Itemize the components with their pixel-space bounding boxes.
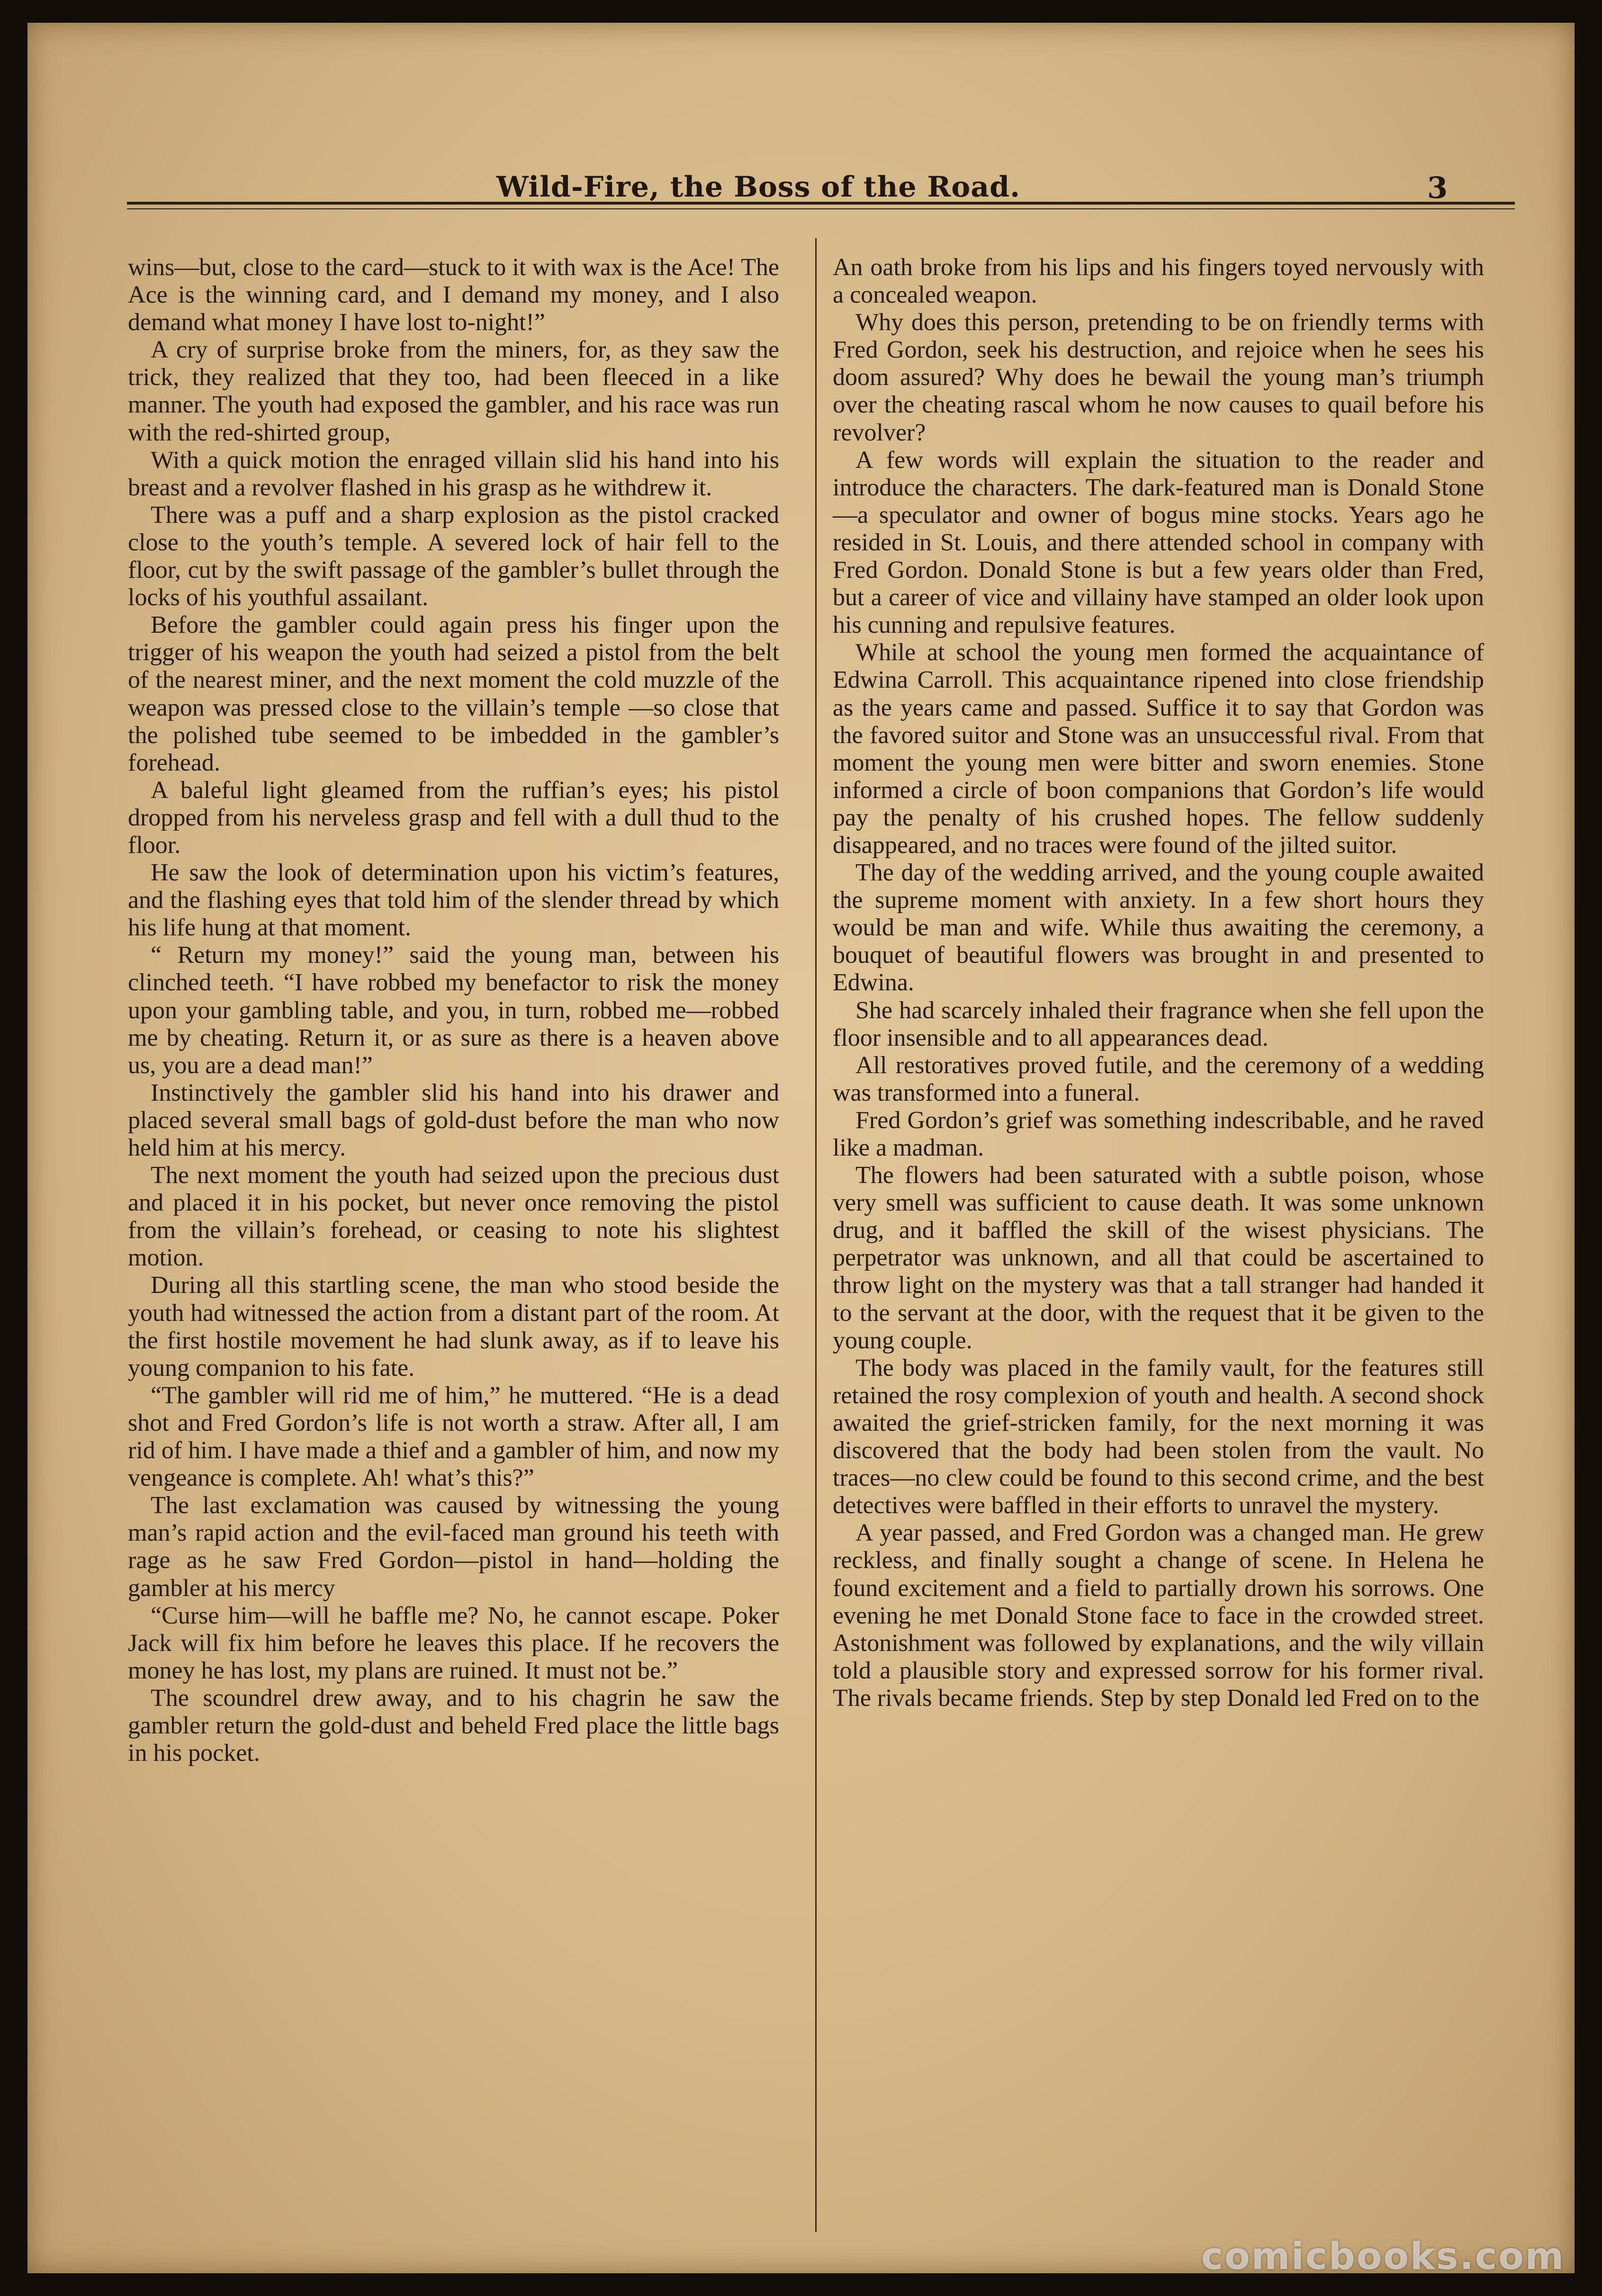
paragraph: She had scarcely inhaled their fragrance when she fell upon the floor insensible and to all appearances dead.	[833, 996, 1484, 1051]
paragraph: Instinctively the gambler slid his hand into his drawer and placed several small bags of gold-dust before the man who now held him at his mercy.	[128, 1079, 779, 1161]
paragraph: The flowers had been saturated with a subtle poison, whose very smell was sufficient to cause death. It was some unknown drug, and it baffled the skill of the wisest physicians. The perpetrator was unknown, and all that could be ascertained to throw light on the mystery was that a tall stranger had handed it to the servant at the door, with the request that it be given to the young couple.	[833, 1162, 1484, 1354]
paragraph: He saw the look of determination upon his victim’s features, and the flashing eyes that told him of the slender thread by which his life hung at that moment.	[128, 859, 779, 942]
paragraph: A cry of surprise broke from the miners, for, as they saw the trick, they realized that they too, had been fleeced in a like manner. The youth had exposed the gambler, and his race was run with the red-shirted group,	[128, 336, 779, 446]
paragraph: Fred Gordon’s grief was something indescribable, and he raved like a madman.	[833, 1106, 1484, 1161]
paragraph: An oath broke from his lips and his fingers toyed nervously with a concealed weapon.	[833, 254, 1484, 309]
paragraph: The last exclamation was caused by witnessing the young man’s rapid action and the evil-faced man ground his teeth with rage as he saw Fred Gordon—pistol in hand—holding the gambler at his mercy	[128, 1492, 779, 1602]
paragraph: The body was placed in the family vault, for the features still retained the rosy complexion of youth and health. A second shock awaited the grief-stricken family, for the next morning it was discovered that the body had been stolen from the vault. No traces—no clew could be found to this second crime, and the best detectives were baffled in their efforts to unravel the mystery.	[833, 1354, 1484, 1519]
paragraph: With a quick motion the enraged villain slid his hand into his breast and a revolver flashed in his grasp as he withdrew it.	[128, 446, 779, 501]
paragraph: The day of the wedding arrived, and the young couple awaited the supreme moment with anxiety. In a few short hours they would be man and wife. While thus awaiting the ceremony, a bouquet of beautiful flowers was brought in and presented to Edwina.	[833, 859, 1484, 996]
paragraph: During all this startling scene, the man who stood beside the youth had witnessed the action from a distant part of the room. At the first hostile movement he had slunk away, as if to leave his young companion to his fate.	[128, 1272, 779, 1381]
paragraph: wins—but, close to the card—stuck to it with wax is the Ace! The Ace is the winning card, and I demand my money, and I also demand what money I have lost to-night!”	[128, 254, 779, 336]
paragraph: “ Return my money!” said the young man, between his clinched teeth. “I have robbed my benefactor to risk the money upon your gambling table, and you, in turn, robbed me—robbed me by cheating. Return it, or as sure as there is a heaven above us, you are a dead man!”	[128, 942, 779, 1079]
watermark: comicbooks.com	[1201, 2235, 1565, 2278]
paragraph: The next moment the youth had seized upon the precious dust and placed it in his pocket, but never once removing the pistol from the villain’s forehead, or ceasing to note his slightest motion.	[128, 1162, 779, 1272]
page-number: 3	[1427, 170, 1448, 205]
magazine-page	[27, 23, 1575, 2273]
paragraph: Before the gambler could again press his finger upon the trigger of his weapon the youth had seized a pistol from the belt of the nearest miner, and the next moment the cold muzzle of the weapon was pressed close to the villain’s temple —so close that the polished tube seemed to be imbedded in the gambler’s forehead.	[128, 611, 779, 776]
page-header	[27, 147, 1575, 204]
column-divider	[815, 238, 817, 2232]
paragraph: “The gambler will rid me of him,” he muttered. “He is a dead shot and Fred Gordon’s life is not worth a straw. After all, I am rid of him. I have made a thief and a gambler of him, and now my vengeance is complete. Ah! what’s this?”	[128, 1381, 779, 1492]
paragraph: There was a puff and a sharp explosion as the pistol cracked close to the youth’s temple. A severed lock of hair fell to the floor, cut by the swift passage of the gambler’s bullet through the locks of his youthful assailant.	[128, 501, 779, 611]
paragraph: Why does this person, pretending to be on friendly terms with Fred Gordon, seek his destruction, and rejoice when he sees his doom assured? Why does he bewail the young man’s triumph over the cheating rascal whom he now causes to quail before his revolver?	[833, 309, 1484, 446]
paragraph: The scoundrel drew away, and to his chagrin he saw the gambler return the gold-dust and beheld Fred place the little bags in his pocket.	[128, 1684, 779, 1767]
running-title: Wild-Fire, the Boss of the Road.	[496, 170, 1021, 204]
paragraph: All restoratives proved futile, and the ceremony of a wedding was transformed into a funeral.	[833, 1051, 1484, 1106]
header-rule-thin	[127, 208, 1515, 209]
right-column	[833, 254, 1484, 1712]
print-mark	[662, 23, 681, 33]
paragraph: A baleful light gleamed from the ruffian’s eyes; his pistol dropped from his nerveless grasp and fell with a dull thud to the floor.	[128, 776, 779, 859]
paragraph: A year passed, and Fred Gordon was a changed man. He grew reckless, and finally sought a change of scene. In Helena he found excitement and a field to partially drown his sorrows. One evening he met Donald Stone face to face in the crowded street. Astonishment was followed by explanations, and the wily villain told a plausible story and expressed sorrow for his former rival. The rivals became friends. Step by step Donald led Fred on to the	[833, 1519, 1484, 1712]
header-rule	[127, 202, 1515, 205]
paragraph: “Curse him—will he baffle me? No, he cannot escape. Poker Jack will fix him before he leaves this place. If he recovers the money he has lost, my plans are ruined. It must not be.”	[128, 1602, 779, 1684]
paragraph: A few words will explain the situation to the reader and introduce the characters. The dark-featured man is Donald Stone—a speculator and owner of bogus mine stocks. Years ago he resided in St. Louis, and there attended school in company with Fred Gordon. Donald Stone is but a few years older than Fred, but a career of vice and villainy have stamped an older look upon his cunning and repulsive features.	[833, 446, 1484, 639]
left-column	[128, 254, 779, 1767]
paragraph: While at school the young men formed the acquaintance of Edwina Carroll. This acquaintance ripened into close friendship as the years came and passed. Suffice it to say that Gordon was the favored suitor and Stone was an unsuccessful rival. From that moment the young men were bitter and sworn enemies. Stone informed a circle of boon companions that Gordon’s life would pay the penalty of his crushed hopes. The fellow suddenly disappeared, and no traces were found of the jilted suitor.	[833, 639, 1484, 859]
